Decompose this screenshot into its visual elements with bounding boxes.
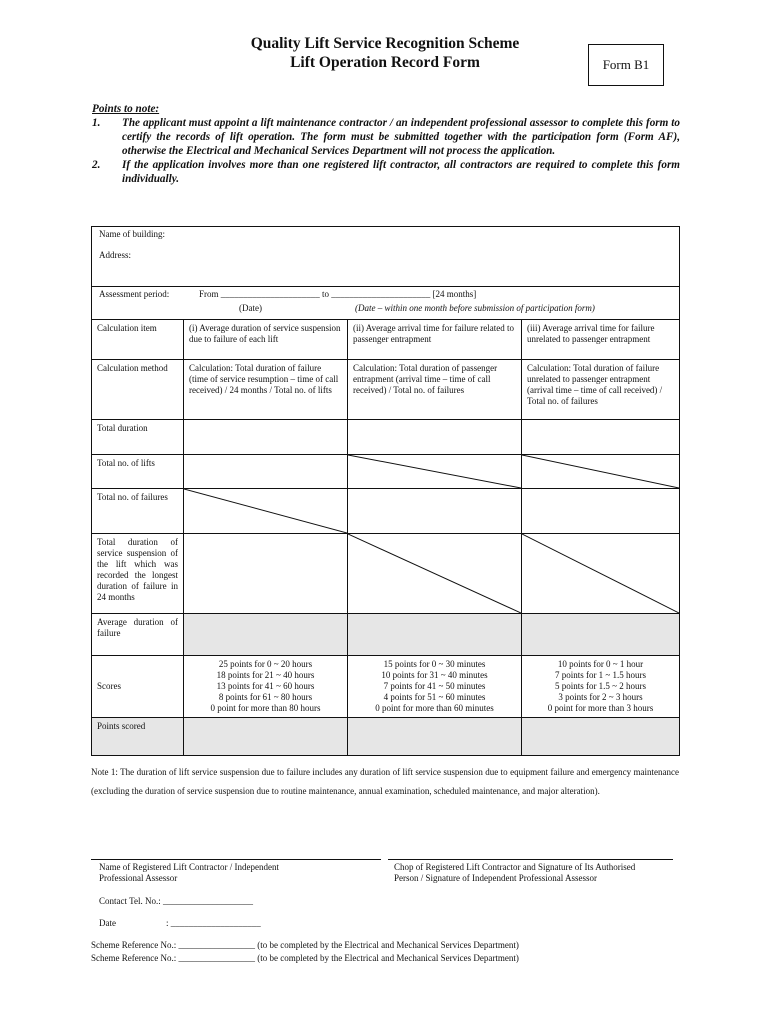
na-cell xyxy=(522,534,680,614)
calc-item-3: (iii) Average arrival time for failure unrelated to passenger entrapment xyxy=(522,320,680,360)
score-line: 0 point for more than 3 hours xyxy=(547,703,654,713)
calc-method-1: Calculation: Total duration of failure (time of service resumption – time of call received) / 24 months / Total no. of lifts xyxy=(184,360,348,420)
score-line: 10 points for 0 ~ 1 hour xyxy=(557,659,644,669)
form-code: Form B1 xyxy=(602,57,650,72)
note-item xyxy=(92,158,680,186)
scores-col-1 xyxy=(184,656,348,718)
score-line: 7 points for 41 ~ 50 minutes xyxy=(383,681,486,691)
scores-col-2 xyxy=(348,656,522,718)
note-text: If the application involves more than one registered lift contractor, all contractors are required to complete this form individually. xyxy=(122,159,680,185)
na-cell xyxy=(184,489,348,534)
signature-line-right[interactable] xyxy=(388,859,673,860)
score-line: 7 points for 1 ~ 1.5 hours xyxy=(554,670,647,680)
na-cell xyxy=(522,455,680,489)
scores-col-3 xyxy=(522,656,680,718)
building-cell[interactable] xyxy=(92,227,680,287)
points-input-3[interactable] xyxy=(522,718,680,756)
score-line: 15 points for 0 ~ 30 minutes xyxy=(383,659,486,669)
score-line: 0 point for more than 60 minutes xyxy=(375,703,494,713)
average-input-2[interactable] xyxy=(348,614,522,656)
points-input-2[interactable] xyxy=(348,718,522,756)
score-line: 0 point for more than 80 hours xyxy=(210,703,321,713)
calc-item-label: Calculation item xyxy=(92,320,184,360)
contact-tel-field[interactable]: Contact Tel. No.: ____________________ xyxy=(99,896,253,906)
score-line: 25 points for 0 ~ 20 hours xyxy=(218,659,313,669)
lift-record-table xyxy=(91,226,680,756)
scheme-reference-2: Scheme Reference No.: _________________ (to be completed by the Electrical and Mechanical Services Department) xyxy=(91,953,519,963)
total-duration-input-3[interactable] xyxy=(522,420,680,455)
total-lifts-input[interactable] xyxy=(184,455,348,489)
note-number: 1. xyxy=(92,117,101,129)
total-duration-label: Total duration xyxy=(92,420,184,455)
note-text: The applicant must appoint a lift maintenance contractor / an independent professional assessor to complete this form to certify the records of lift operation. The form must be submitted together with the participation form (Form AF), otherwise the Electrical and Mechanical Services Department will not process the application. xyxy=(122,117,680,157)
score-line: 13 points for 41 ~ 60 hours xyxy=(216,681,315,691)
longest-duration-input[interactable] xyxy=(184,534,348,614)
calc-item-2: (ii) Average arrival time for failure related to passenger entrapment xyxy=(348,320,522,360)
period-note: (Date – within one month before submission of participation form) xyxy=(355,303,595,313)
signature-line-left[interactable] xyxy=(91,859,381,860)
footnote: Note 1: The duration of lift service suspension due to failure includes any duration of lift service suspension due to equipment failure and emergency maintenance (excluding the duration of service suspension due to routine maintenance, annual examination, scheduled maintenance, and major alteration). xyxy=(91,767,679,796)
date-label: Date xyxy=(99,918,116,928)
average-duration-label: Average duration of failure xyxy=(92,614,184,656)
score-line: 10 points for 31 ~ 40 minutes xyxy=(381,670,488,680)
total-duration-input-2[interactable] xyxy=(348,420,522,455)
na-cell xyxy=(348,534,522,614)
points-scored-label: Points scored xyxy=(92,718,184,756)
average-input-3[interactable] xyxy=(522,614,680,656)
form-title: Quality Lift Service Recognition Scheme xyxy=(250,35,520,52)
period-range: From ______________________ to ______________________ [24 months] xyxy=(199,289,477,299)
average-input-1[interactable] xyxy=(184,614,348,656)
address-label: Address: xyxy=(99,250,131,260)
total-failures-input-2[interactable] xyxy=(348,489,522,534)
period-label: Assessment period: xyxy=(99,289,170,299)
total-duration-input-1[interactable] xyxy=(184,420,348,455)
score-line: 3 points for 2 ~ 3 hours xyxy=(558,692,643,702)
assessment-period-cell[interactable] xyxy=(92,287,680,320)
score-line: 4 points for 51 ~ 60 minutes xyxy=(383,692,486,702)
contractor-name-label: Name of Registered Lift Contractor / Independent Professional Assessor xyxy=(99,862,279,883)
points-to-note xyxy=(92,102,680,186)
score-line: 5 points for 1.5 ~ 2 hours xyxy=(554,681,647,691)
total-failures-label: Total no. of failures xyxy=(92,489,184,534)
form-code-box xyxy=(588,44,664,86)
calc-item-1: (i) Average duration of service suspension due to failure of each lift xyxy=(184,320,348,360)
note-number: 2. xyxy=(92,159,101,171)
na-cell xyxy=(348,455,522,489)
scheme-reference-1: Scheme Reference No.: _________________ (to be completed by the Electrical and Mechanical Services Department) xyxy=(91,940,519,950)
note-item xyxy=(92,116,680,158)
form-subtitle: Lift Operation Record Form xyxy=(290,54,480,71)
calc-method-2: Calculation: Total duration of passenger entrapment (arrival time – time of call received) / Total no. of failures xyxy=(348,360,522,420)
building-label: Name of building: xyxy=(99,229,165,239)
calc-method-label: Calculation method xyxy=(92,360,184,420)
total-failures-input-3[interactable] xyxy=(522,489,680,534)
score-line: 18 points for 21 ~ 40 hours xyxy=(216,670,315,680)
points-input-1[interactable] xyxy=(184,718,348,756)
longest-duration-label: Total duration of service suspension of the lift which was recorded the longest duration of failure in 24 months xyxy=(92,534,184,614)
period-date-caption: (Date) xyxy=(239,303,262,313)
score-line: 8 points for 61 ~ 80 hours xyxy=(218,692,313,702)
total-lifts-label: Total no. of lifts xyxy=(92,455,184,489)
date-field[interactable]: : ____________________ xyxy=(166,918,261,928)
scores-label: Scores xyxy=(92,656,184,718)
calc-method-3: Calculation: Total duration of failure unrelated to passenger entrapment (arrival time – time of call received) / Total no. of failures xyxy=(522,360,680,420)
chop-signature-label: Chop of Registered Lift Contractor and Signature of Its Authorised Person / Signature of Independent Professional Assessor xyxy=(394,862,636,883)
notes-heading: Points to note: xyxy=(92,103,160,115)
